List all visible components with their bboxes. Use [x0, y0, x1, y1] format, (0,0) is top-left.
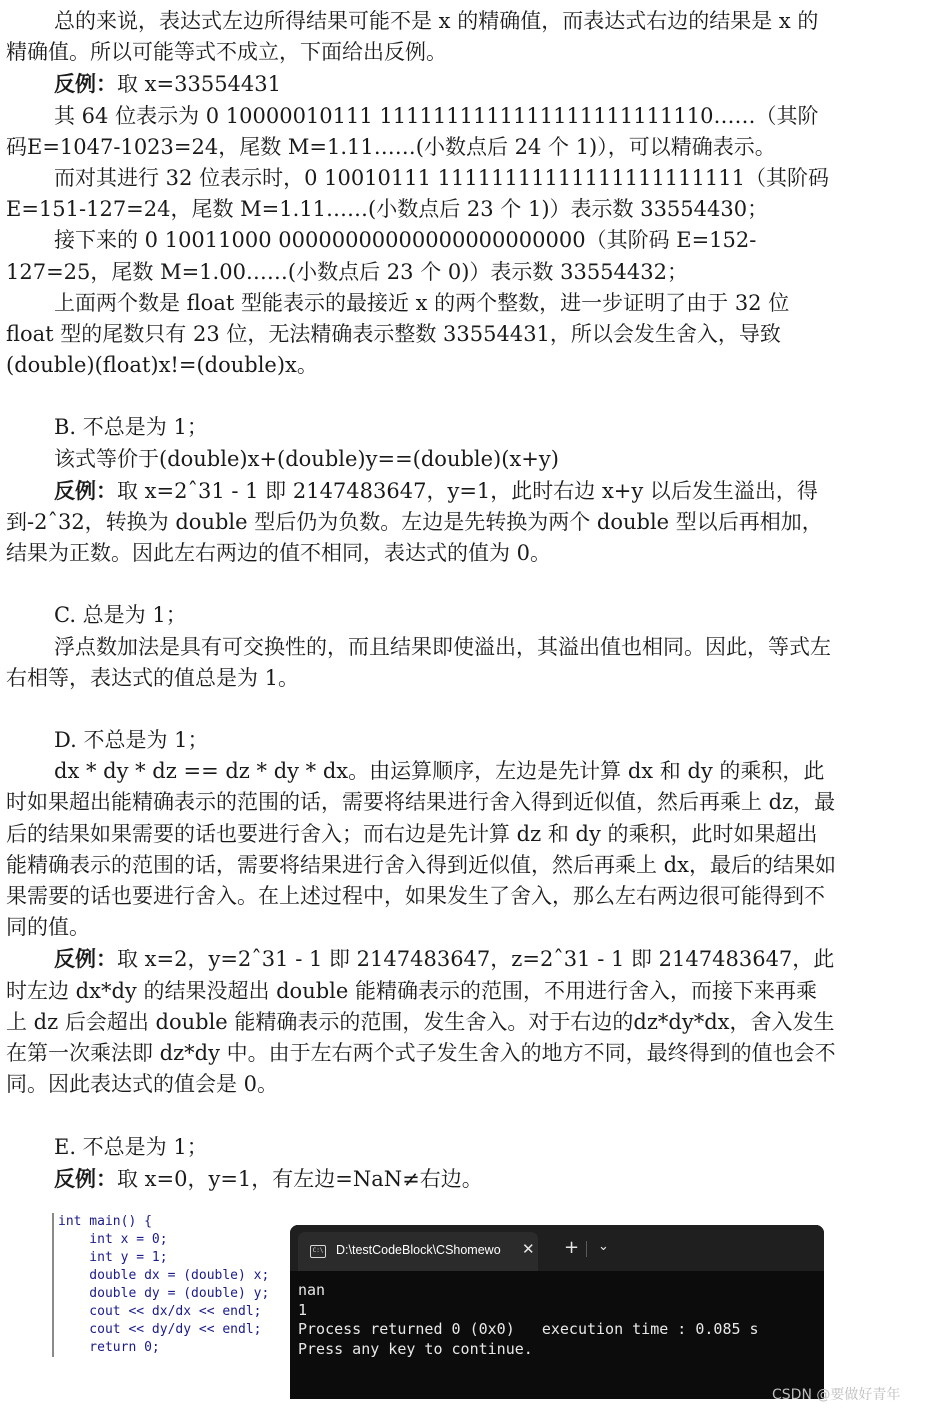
code-line: double dx = (double) x; [58, 1268, 270, 1283]
terminal-line: nan [298, 1281, 326, 1299]
csdn-watermark: CSDN @要做好青年 [772, 1387, 901, 1403]
code-line: int x = 0; [58, 1232, 168, 1247]
paragraph-32bit: 而对其进行 32 位表示时，0 10010111 11111111111111111111111（其阶码E=151-127=24，尾数 M=1.11……(小数点后 23 个 1)）表示数 33554430； [6, 166, 829, 222]
terminal-tab-title: D:\testCodeBlock\CShomewo [336, 1243, 501, 1257]
paragraph-counterexample-b: 反例：取 x=2ˆ31 - 1 即 2147483647，y=1，此时右边 x+y 以后发生溢出，得到-2ˆ32，转换为 double 型后仍为负数。左边是先转换为两个 double 型以后再相加，结果为正数。因此左右两边的值不相同，表达式的值为 0。 [6, 477, 823, 566]
counterexample-label: 反例： [54, 1165, 117, 1191]
code-line: int main() { [58, 1214, 152, 1229]
code-line: double dy = (double) y; [58, 1286, 270, 1301]
terminal-line: Press any key to continue. [298, 1339, 533, 1358]
terminal-tab-bar [290, 1225, 824, 1271]
heading-c: C. 总是为 1； [54, 603, 187, 628]
code-line: cout << dx/dx << endl; [58, 1304, 262, 1319]
code-line: cout << dy/dy << endl; [58, 1322, 262, 1337]
close-icon[interactable]: ✕ [522, 1240, 535, 1258]
paragraph-64bit: 其 64 位表示为 0 10000010111 1111111111111111111111110……（其阶码E=1047-1023=24，尾数 M=1.11……(小数点后 24 个 1)），可以精确表示。 [6, 103, 819, 159]
tab-divider [586, 1241, 587, 1257]
plus-icon[interactable]: + [564, 1237, 580, 1258]
paragraph-counterexample-a: 反例：取 x=33554431 [54, 71, 282, 97]
code-screenshot [52, 1209, 824, 1399]
paragraph-summary: 总的来说，表达式左边所得结果可能不是 x 的精确值，而表达式右边的结果是 x 的精确值。所以可能等式不成立，下面给出反例。 [6, 9, 819, 65]
code-line: int y = 1; [58, 1250, 168, 1265]
document-body [6, 6, 836, 1195]
paragraph-counterexample-d: 反例：取 x=2，y=2ˆ31 - 1 即 2147483647，z=2ˆ31 - 1 即 2147483647，此时左边 dx*dy 的结果没超出 double 能精确表示的范围，不用进行舍入，而接下来再乘上 dz 后会超出 double 能精确表示的范围，发生舍入。对于右边的dz*dy*dx，舍入发生在第一次乘法即 dz*dy 中。由于左右两个式子发生舍入的地方不同，最终得到的值也会不同。因此表达式的值会是 0。 [6, 946, 836, 1097]
heading-e: E. 不总是为 1； [54, 1134, 208, 1159]
terminal-line: 1 [298, 1300, 308, 1319]
counterexample-label: 反例： [54, 946, 117, 972]
paragraph-conclusion-a: 上面两个数是 float 型能表示的最接近 x 的两个整数，进一步证明了由于 32 位 float 型的尾数只有 23 位，无法精确表示整数 33554431，所以会发生舍入，导致(double)(float)x!=(double)x。 [6, 290, 796, 378]
paragraph-d: dx * dy * dz == dz * dy * dx。由运算顺序，左边是先计算 dx 和 dy 的乘积，此时如果超出能精确表示的范围的话，需要将结果进行舍入得到近似值，然后再乘上 dz，最后的结果如果需要的话也要进行舍入；而右边是先计算 dz 和 dy 的乘积，此时如果超出能精确表示的范围的话，需要将结果进行舍入得到近似值，然后再乘上 dx，最后的结果如果需要的话也要进行舍入。在上述过程中，如果发生了舍入，那么左右两边很可能得到不同的值。 [6, 759, 836, 940]
terminal-line: Process returned 0 (0x0) execution time : 0.085 s [298, 1320, 759, 1338]
counterexample-label: 反例： [54, 477, 117, 503]
terminal-window [290, 1225, 824, 1399]
paragraph-b-equivalent: 该式等价于(double)x+(double)y==(double)(x+y) [54, 446, 559, 471]
counterexample-label: 反例： [54, 71, 117, 97]
heading-b: B. 不总是为 1； [54, 415, 208, 440]
code-editor [52, 1213, 298, 1357]
terminal-output [290, 1271, 824, 1359]
chevron-down-icon[interactable]: ⌄ [598, 1239, 609, 1254]
terminal-tab[interactable] [298, 1232, 538, 1271]
heading-d: D. 不总是为 1； [54, 728, 209, 753]
paragraph-next: 接下来的 0 10011000 00000000000000000000000（其阶码 E=152-127=25，尾数 M=1.00……(小数点后 23 个 0)）表示数 33554432； [6, 228, 757, 284]
paragraph-c: 浮点数加法是具有可交换性的，而且结果即使溢出，其溢出值也相同。因此，等式左右相等，表达式的值总是为 1。 [6, 634, 831, 690]
terminal-icon: C:\ [310, 1245, 326, 1258]
paragraph-counterexample-e: 反例：取 x=0，y=1，有左边=NaN≠右边。 [54, 1165, 483, 1191]
code-line: return 0; [58, 1340, 160, 1355]
